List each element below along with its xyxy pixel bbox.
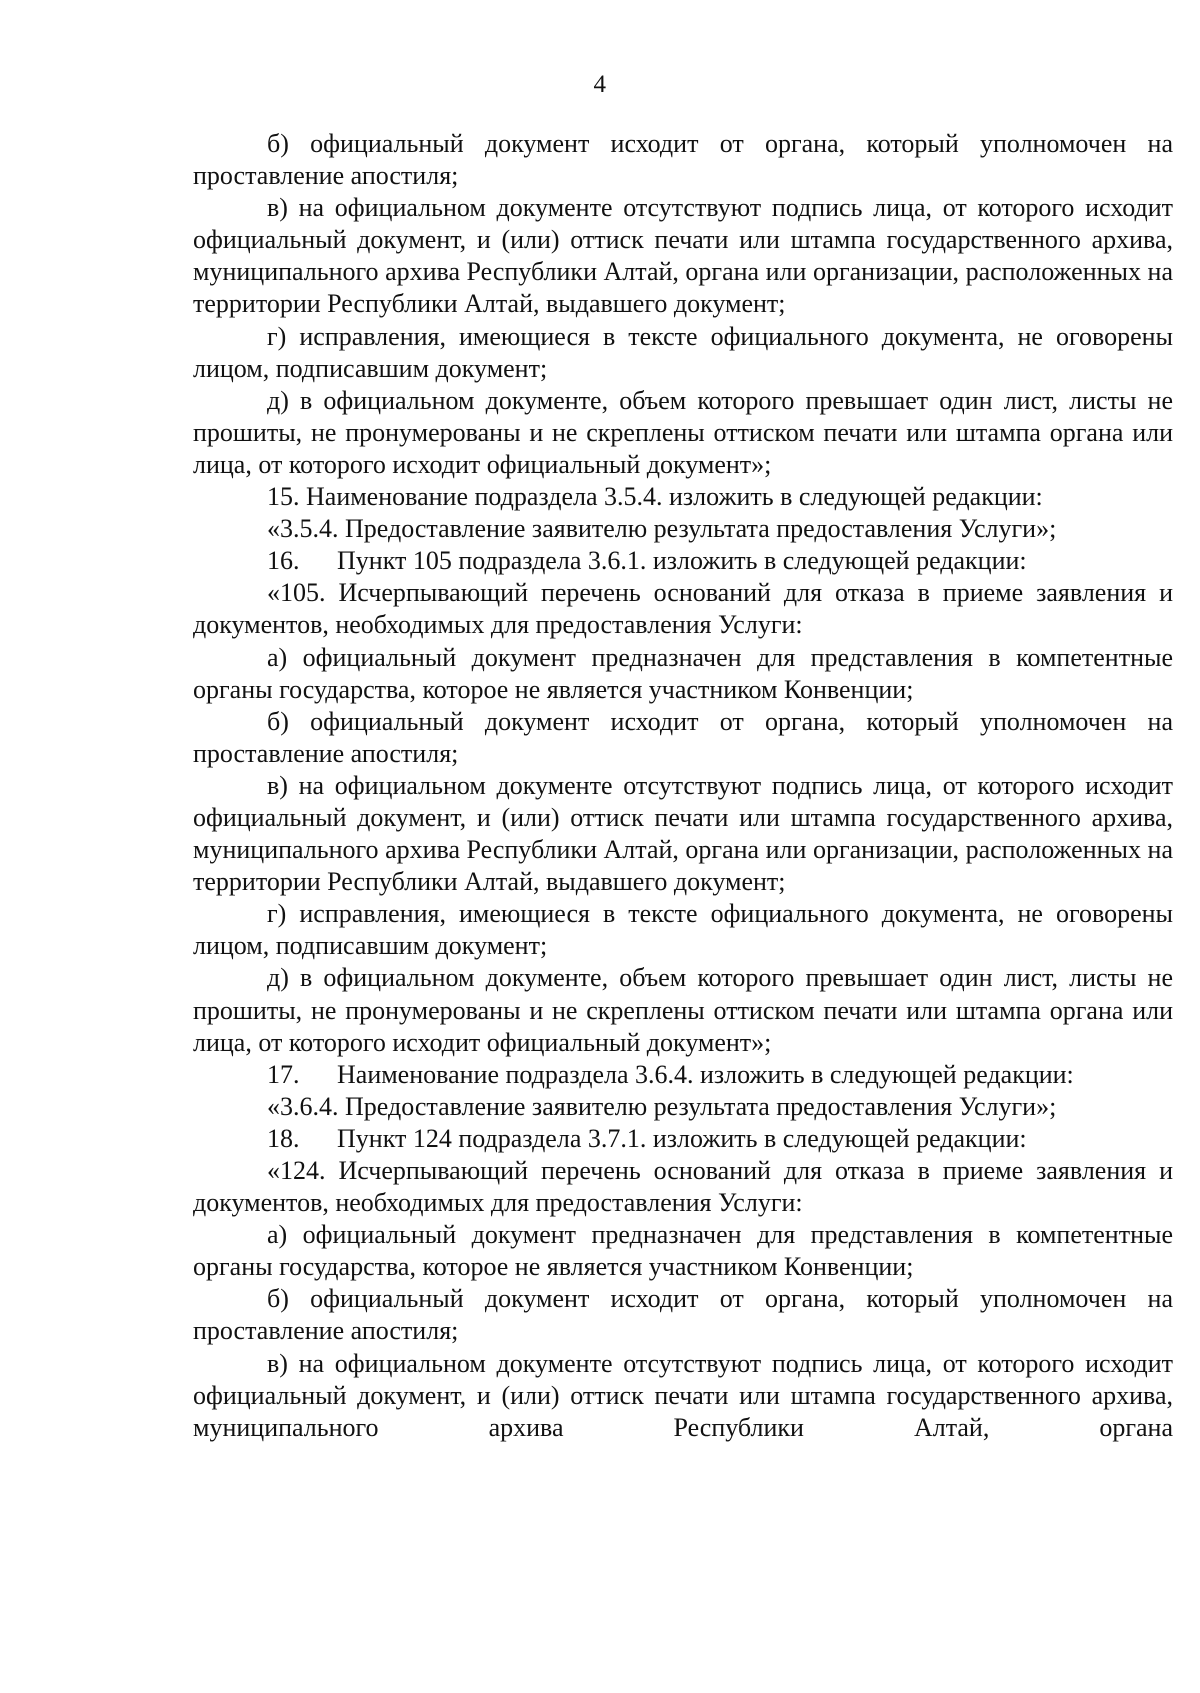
item-18-number: 18.: [267, 1123, 300, 1153]
paragraph-d-2: д) в официальном документе, объем которого превышает один лист, листы не прошиты, не пронумерованы и не скреплены оттиском печати или штампа органа или лица, от которого исходит официальный документ»;: [193, 963, 1173, 1057]
paragraph-d-1: д) в официальном документе, объем которого превышает один лист, листы не прошиты, не пронумерованы и не скреплены оттиском печати или штампа органа или лица, от которого исходит официальный документ»;: [193, 385, 1173, 479]
paragraph-124: «124. Исчерпывающий перечень оснований для отказа в приеме заявления и документов, необходимых для предоставления Услуги:: [193, 1156, 1173, 1218]
paragraph-v-1: в) на официальном документе отсутствуют подпись лица, от которого исходит официальный документ, и (или) оттиск печати или штампа государственного архива, муниципального архива Республики Алтай, органа или организации, расположенных на территории Республики Алтай, выдавшего документ;: [193, 193, 1173, 319]
paragraph-a-1: а) официальный документ предназначен для представления в компетентные органы государства, которое не является участником Конвенции;: [193, 642, 1173, 704]
item-16: [193, 545, 1173, 577]
item-17-number: 17.: [267, 1059, 300, 1089]
paragraph-a-2: а) официальный документ предназначен для представления в компетентные органы государства, которое не является участником Конвенции;: [193, 1220, 1173, 1282]
paragraph-b-3: б) официальный документ исходит от органа, который уполномочен на проставление апостиля;: [193, 1284, 1173, 1346]
item-18: [193, 1123, 1173, 1155]
item-16-text: Пункт 105 подраздела 3.6.1. изложить в следующей редакции:: [337, 546, 1027, 576]
quote-3-6-4: «3.6.4. Предоставление заявителю результата предоставления Услуги»;: [267, 1091, 1057, 1121]
item-16-number: 16.: [267, 546, 300, 576]
paragraph-g-1: г) исправления, имеющиеся в тексте официального документа, не оговорены лицом, подписавшим документ;: [193, 321, 1173, 383]
item-18-text: Пункт 124 подраздела 3.7.1. изложить в следующей редакции:: [337, 1123, 1027, 1153]
item-15: 15. Наименование подраздела 3.5.4. изложить в следующей редакции:: [267, 482, 1043, 512]
quote-3-5-4: «3.5.4. Предоставление заявителю результата предоставления Услуги»;: [267, 514, 1057, 544]
paragraph-b-2: б) официальный документ исходит от органа, который уполномочен на проставление апостиля;: [193, 706, 1173, 768]
item-17: [193, 1059, 1173, 1091]
document-body: [193, 128, 1173, 1444]
paragraph-g-2: г) исправления, имеющиеся в тексте официального документа, не оговорены лицом, подписавшим документ;: [193, 899, 1173, 961]
paragraph-b-1: б) официальный документ исходит от органа, который уполномочен на проставление апостиля;: [193, 129, 1173, 191]
item-17-text: Наименование подраздела 3.6.4. изложить в следующей редакции:: [337, 1059, 1074, 1089]
paragraph-v-3: в) на официальном документе отсутствуют подпись лица, от которого исходит официальный документ, и (или) оттиск печати или штампа государственного архива, муниципального архива Республики Алтай, органа: [193, 1348, 1173, 1442]
paragraph-v-2: в) на официальном документе отсутствуют подпись лица, от которого исходит официальный документ, и (или) оттиск печати или штампа государственного архива, муниципального архива Республики Алтай, органа или организации, расположенных на территории Республики Алтай, выдавшего документ;: [193, 770, 1173, 897]
paragraph-105: «105. Исчерпывающий перечень оснований для отказа в приеме заявления и документов, необходимых для предоставления Услуги:: [193, 578, 1173, 640]
page-number: 4: [593, 71, 607, 98]
